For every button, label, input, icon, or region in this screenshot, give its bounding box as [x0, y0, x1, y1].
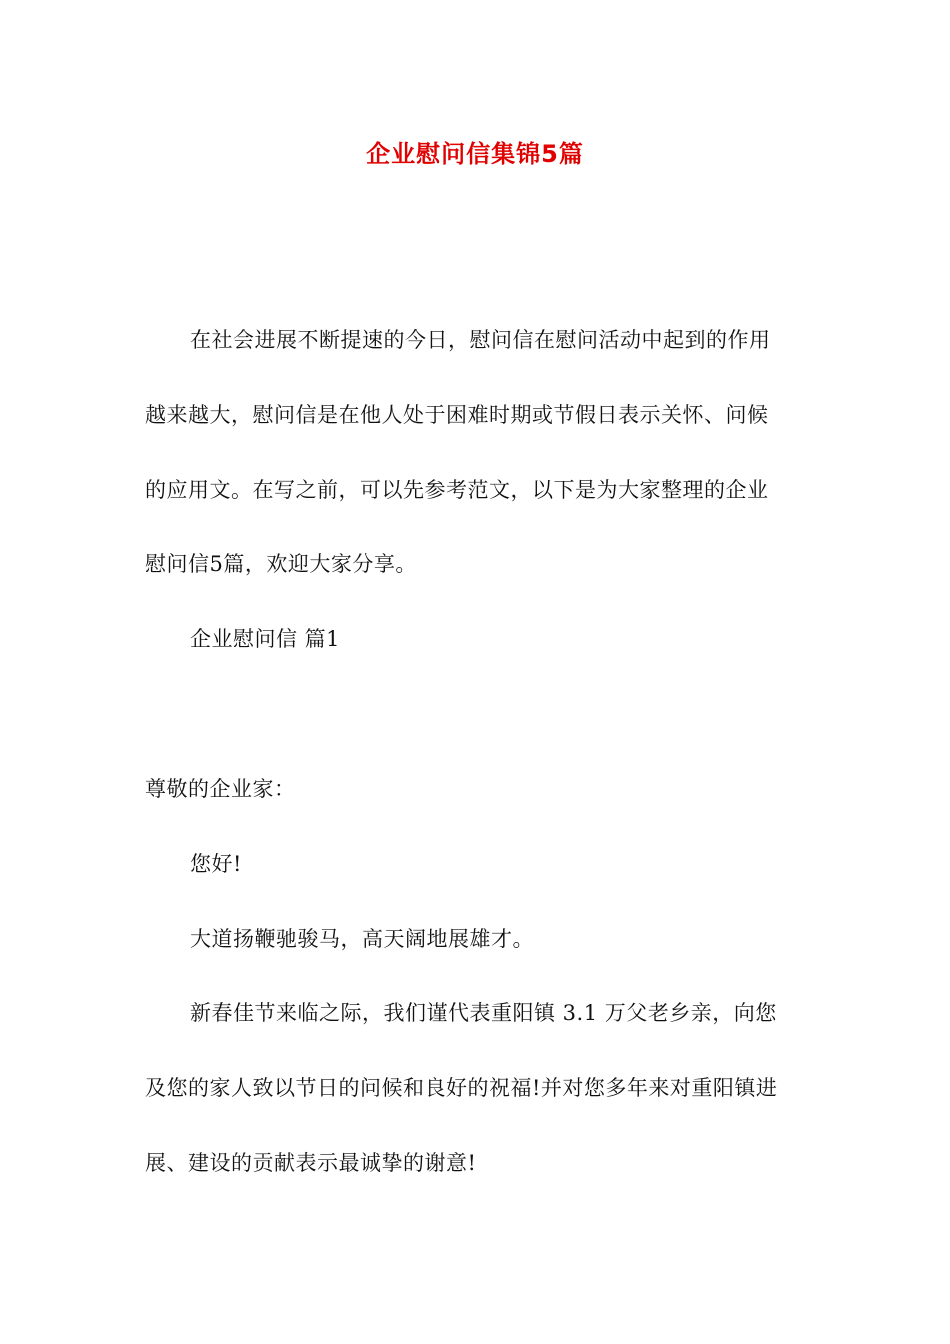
- letter-greeting: 您好!: [190, 852, 242, 876]
- intro-line-4: 慰问信5篇，欢迎大家分享。: [145, 552, 417, 576]
- letter-body-line-3: 展、建设的贡献表示最诚挚的谢意!: [145, 1151, 477, 1175]
- letter-body-line-2: 及您的家人致以节日的问候和良好的祝福!并对您多年来对重阳镇进: [145, 1076, 778, 1100]
- intro-line-1: 在社会进展不断提速的今日，慰问信在慰问活动中起到的作用: [190, 328, 771, 352]
- letter-slogan: 大道扬鞭驰骏马，高天阔地展雄才。: [190, 927, 534, 951]
- intro-line-2: 越来越大，慰问信是在他人处于困难时期或节假日表示关怀、问候: [145, 403, 769, 427]
- document-title: 企业慰问信集锦5篇: [366, 140, 584, 168]
- section-heading: 企业慰问信 篇1: [190, 627, 341, 651]
- intro-line-3: 的应用文。在写之前，可以先参考范文，以下是为大家整理的企业: [145, 478, 769, 502]
- letter-salutation: 尊敬的企业家：: [145, 777, 296, 801]
- letter-body-line-1: 新春佳节来临之际，我们谨代表重阳镇 3.1 万父老乡亲，向您: [190, 1001, 777, 1025]
